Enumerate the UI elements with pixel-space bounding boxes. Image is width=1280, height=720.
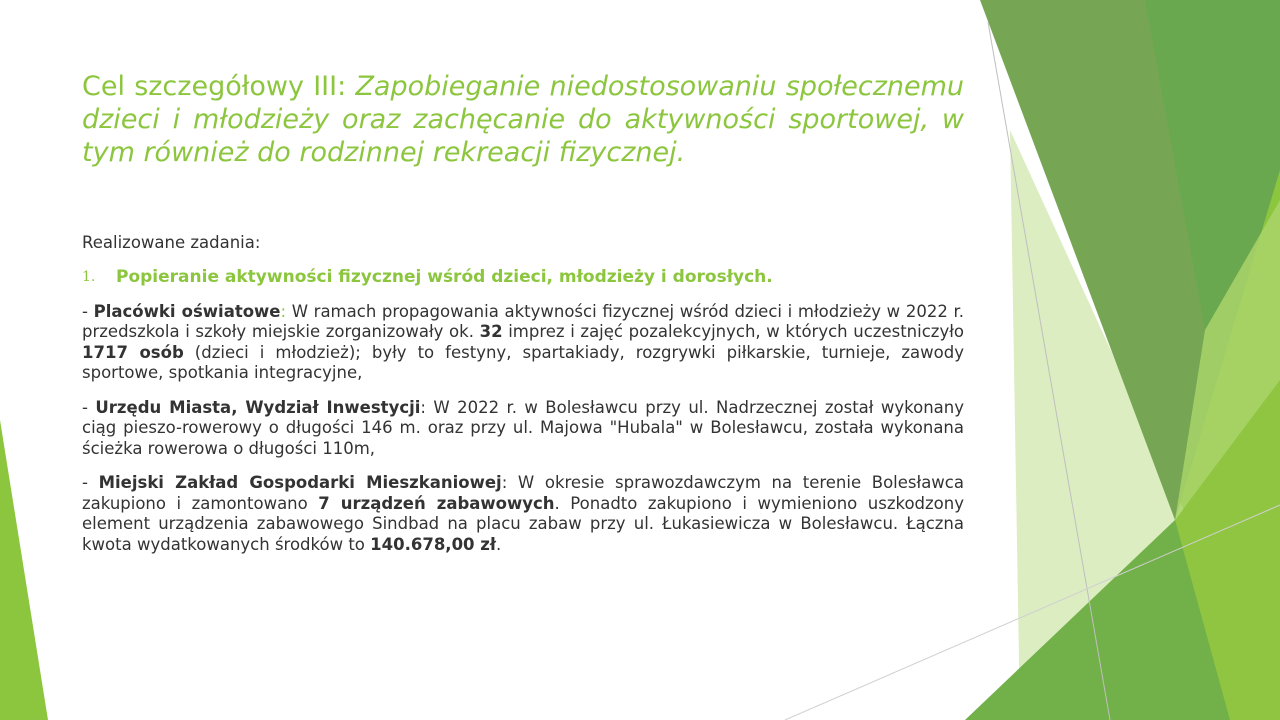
subject-schools: Placówki oświatowe — [93, 301, 281, 321]
paragraph-schools — [82, 302, 964, 384]
text: : W okresie sprawozdawczym na terenie Bolesławca zakupiono i zamontowano — [82, 473, 964, 513]
title-rest: Zapobieganie niedostosowaniu społecznemu dzieci i młodzieży oraz zachęcanie do aktywności sportowej, w tym również do rodzinnej rekreacji fizycznej. — [82, 71, 965, 168]
total-amount: 140.678,00 zł — [370, 534, 497, 554]
subject-housing: Miejski Zakład Gospodarki Mieszkaniowej — [98, 473, 502, 492]
task-number: 1. — [82, 268, 96, 285]
participants-count: 1717 osób — [82, 342, 184, 362]
slide-body — [82, 233, 964, 569]
colon: : — [280, 301, 287, 321]
events-count: 32 — [479, 322, 503, 341]
left-green-sliver — [0, 420, 48, 720]
task-item-1 — [82, 266, 964, 288]
text: (dzieci i młodzież); były to festyny, spartakiady, rozgrywki piłkarskie, turnieje, zawody sportowe, spotkania integracyjne, — [82, 342, 964, 382]
subject-city-hall: Urzędu Miasta, Wydział Inwestycji — [95, 397, 421, 417]
tasks-heading: Realizowane zadania: — [82, 233, 261, 252]
title-lead: Cel szczegółowy III: — [82, 71, 356, 102]
text: . — [496, 534, 502, 554]
text: : W 2022 r. w Bolesławcu przy ul. Nadrzecznej został wykonany ciąg pieszo-rowerowy o długości 146 m. oraz przy ul. Majowa "Hubala" w Bolesławcu, została wykonana ścieżka rowerowa o długości 110m, — [82, 397, 964, 458]
slide-title — [82, 70, 964, 169]
dash: - — [82, 397, 96, 417]
playground-devices-count: 7 urządzeń zabawowych — [318, 493, 555, 513]
paragraph-housing — [82, 473, 964, 555]
text: . Ponadto zakupiono i wymieniono uszkodzony element urządzenia zabawowego Sindbad na placu zabaw przy ul. Łukasiewicza w Bolesławcu. Łączna kwota wydatkowanych środków to — [82, 493, 964, 554]
dash: - — [82, 301, 94, 321]
text: W ramach propagowania aktywności fizycznej wśród dzieci i młodzieży w 2022 r. przedszkola i szkoły miejskie zorganizowały ok. — [82, 301, 964, 341]
paragraph-city-hall — [82, 398, 964, 460]
task-label: Popieranie aktywności fizycznej wśród dzieci, młodzieży i dorosłych. — [116, 266, 773, 287]
text: imprez i zajęć pozalekcyjnych, w których uczestniczyło — [502, 322, 964, 341]
dash: - — [82, 473, 99, 492]
